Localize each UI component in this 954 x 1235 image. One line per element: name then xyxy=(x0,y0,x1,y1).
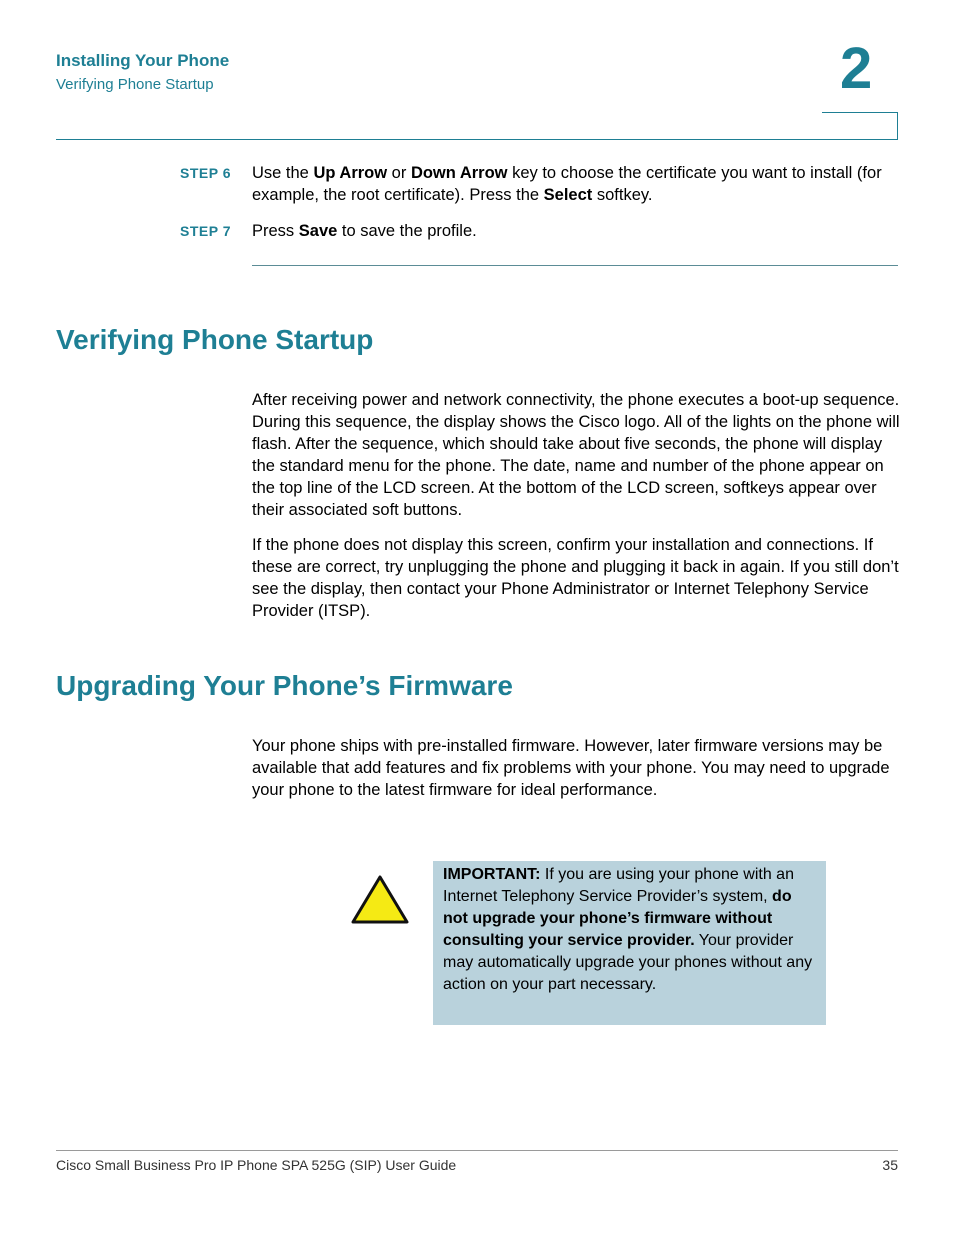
step-6-text-part: Use the xyxy=(252,164,314,182)
verifying-paragraph-2: If the phone does not display this screen, confirm your installation and connections. If these are correct, try unplugging the phone and plugging it back in again. If you still don’t see the display, then contact your Phone Administrator or Internet Telephony Service Provider (ITSP). xyxy=(252,536,899,620)
chapter-tab xyxy=(822,112,898,139)
chapter-number: 2 xyxy=(840,36,873,101)
step-7-text-part: to save the profile. xyxy=(337,222,477,240)
step-6-text-part: key to choose the certificate you want to install (for example, the root certificate). Press the xyxy=(252,164,882,204)
important-note xyxy=(433,861,826,1025)
upgrading-paragraph: Your phone ships with pre-installed firmware. However, later firmware versions may be available that add features and fix problems with your phone. You may need to upgrade your phone to the latest firmware for ideal performance. xyxy=(252,737,890,799)
page-number: 35 xyxy=(882,1157,898,1173)
warning-icon xyxy=(350,874,410,926)
step-7-text xyxy=(252,220,902,242)
important-label: IMPORTANT: xyxy=(443,866,541,883)
running-header-subtitle: Verifying Phone Startup xyxy=(56,76,214,93)
section-heading-upgrading: Upgrading Your Phone’s Firmware xyxy=(56,670,513,701)
step-6-text xyxy=(252,162,902,206)
note-emphasis: do not upgrade your phone’s firmware without consulting your service provider. xyxy=(443,888,792,949)
down-arrow-key: Down Arrow xyxy=(410,164,508,182)
running-header-title: Installing Your Phone xyxy=(56,51,230,70)
verifying-paragraph-1: After receiving power and network connectivity, the phone executes a boot-up sequence. During this sequence, the display shows the Cisco logo. All of the lights on the phone will flash. After the sequence, which should take about five seconds, the phone will display the standard menu for the phone. The date, name and number of the phone appear on the top line of the LCD screen. At the bottom of the LCD screen, softkeys appear over their associated soft buttons. xyxy=(252,391,900,519)
select-softkey: Select xyxy=(543,186,593,204)
up-arrow-key: Up Arrow xyxy=(313,164,388,182)
footer-divider xyxy=(56,1150,898,1151)
header-divider xyxy=(56,139,898,140)
note-text: Your provider may automatically upgrade your phones without any action on your part necessary. xyxy=(443,932,813,993)
step-6-text-part: softkey. xyxy=(592,186,653,204)
section-heading-verifying: Verifying Phone Startup xyxy=(56,324,374,355)
steps-divider xyxy=(252,265,898,266)
step-7-text-part: Press xyxy=(252,222,299,240)
footer-guide-title: Cisco Small Business Pro IP Phone SPA 525G (SIP) User Guide xyxy=(56,1157,457,1173)
step-7-label: STEP 7 xyxy=(180,223,231,239)
step-6-text-part: or xyxy=(387,164,411,182)
note-text: If you are using your phone with an Internet Telephony Service Provider’s system, xyxy=(443,866,794,905)
step-6-label: STEP 6 xyxy=(180,165,231,181)
save-softkey: Save xyxy=(298,222,338,240)
